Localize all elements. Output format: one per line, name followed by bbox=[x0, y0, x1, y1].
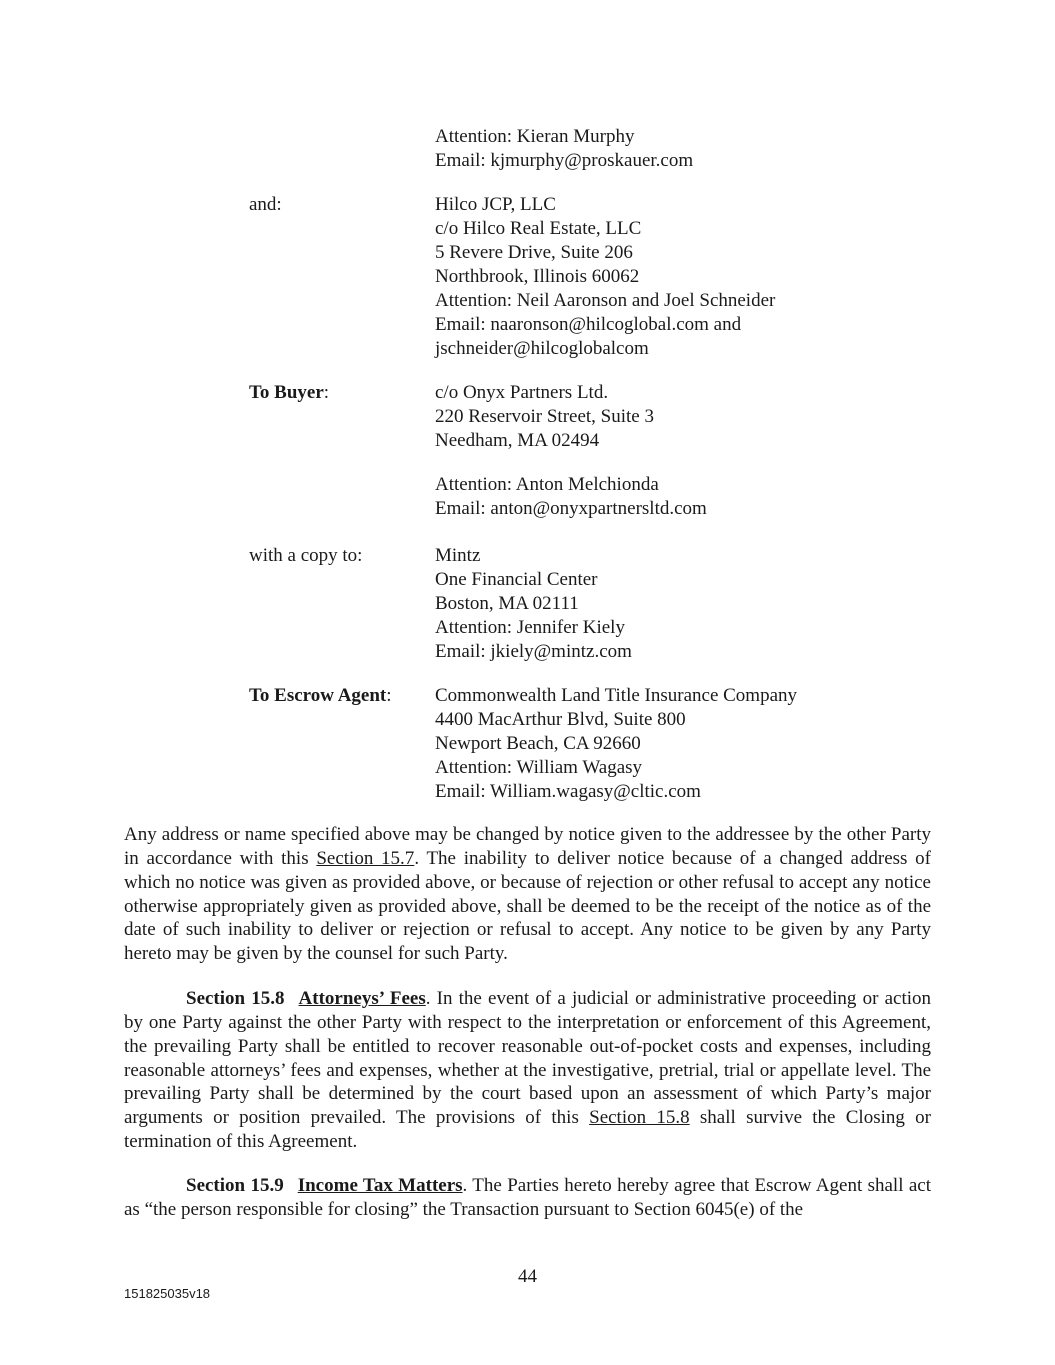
address-line: 5 Revere Drive, Suite 206 bbox=[435, 242, 633, 263]
notice-text-1: Any address or name specified above may be changed by notice given to the addressee by the other Party in accordance with this bbox=[124, 824, 931, 869]
address-line: One Financial Center bbox=[435, 569, 598, 590]
address-line: Needham, MA 02494 bbox=[435, 430, 600, 451]
buyer-label bbox=[249, 381, 329, 405]
address-line: Commonwealth Land Title Insurance Company bbox=[435, 685, 798, 706]
buyer-label-colon: : bbox=[323, 382, 330, 403]
and-label: and: bbox=[249, 194, 282, 215]
address-line: c/o Onyx Partners Ltd. bbox=[435, 382, 609, 403]
address-line: Attention: William Wagasy bbox=[435, 757, 643, 778]
address-line: 220 Reservoir Street, Suite 3 bbox=[435, 406, 654, 427]
buyer-email: Email: anton@onyxpartnersltd.com bbox=[435, 498, 707, 519]
buyer-attention: Attention: Anton Melchionda bbox=[435, 474, 659, 495]
address-line: Email: jkiely@mintz.com bbox=[435, 641, 632, 662]
address-line: Mintz bbox=[435, 545, 481, 566]
address-line: Northbrook, Illinois 60062 bbox=[435, 266, 640, 287]
section-15-9-title: Income Tax Matters bbox=[297, 1175, 463, 1196]
section-15-8-reference: Section 15.8 bbox=[589, 1107, 690, 1129]
page-number: 44 bbox=[518, 1266, 537, 1287]
section-15-8-paragraph bbox=[124, 987, 931, 1154]
section-15-7-reference: Section 15.7 bbox=[316, 847, 415, 869]
address-line: 4400 MacArthur Blvd, Suite 800 bbox=[435, 709, 686, 730]
address-line: Boston, MA 02111 bbox=[435, 593, 579, 614]
buyer-label-text: To Buyer bbox=[249, 382, 324, 403]
continuation-attention: Attention: Kieran Murphy bbox=[435, 126, 635, 147]
address-line: Attention: Jennifer Kiely bbox=[435, 617, 625, 638]
address-line: Newport Beach, CA 92660 bbox=[435, 733, 641, 754]
document-id: 151825035v18 bbox=[124, 1286, 211, 1301]
section-15-8-number: Section 15.8 bbox=[186, 988, 285, 1009]
section-15-8-title: Attorneys’ Fees bbox=[298, 988, 426, 1009]
address-line: Email: William.wagasy@cltic.com bbox=[435, 781, 701, 802]
notice-text-2: . The inability to deliver notice because of a changed address of which no notice was given as provided above, or because of rejection or other refusal to accept any notice otherwise appropriately given as provided above, shall be deemed to be the receipt of the notice as of the date of such inability to deliver or rejection or refusal to accept. Any notice to be given by any Party hereto may be given by the counsel for such Party. bbox=[124, 847, 931, 965]
escrow-label-text: To Escrow Agent bbox=[249, 685, 387, 706]
section-15-8-body: . In the event of a judicial or administrative proceeding or action by one Party against the other Party with respect to the interpretation or enforcement of this Agreement, the prevailing Party shall be entitled to recover reasonable out-of-pocket costs and expenses, including reasonable attorneys’ fees and expenses, whether at the investigative, pretrial, trial or appellate level. The prevailing Party shall be determined by the court based upon an assessment of which Party’s major arguments or position prevailed. The provisions of this bbox=[124, 988, 932, 1129]
section-15-9-paragraph bbox=[124, 1174, 931, 1222]
address-line: Hilco JCP, LLC bbox=[435, 194, 556, 215]
escrow-label-colon: : bbox=[386, 685, 392, 706]
section-15-8-body-end: shall survive the Closing or termination of this Agreement. bbox=[124, 1107, 931, 1153]
address-line: Email: naaronson@hilcoglobal.com and bbox=[435, 314, 742, 335]
notice-paragraph bbox=[124, 823, 931, 966]
continuation-email: Email: kjmurphy@proskauer.com bbox=[435, 150, 694, 171]
section-15-9-body: . The Parties hereto hereby agree that Escrow Agent shall act as “the person responsible for closing” the Transaction pursuant to Section 6045(e) of the bbox=[124, 1175, 931, 1220]
address-line: Attention: Neil Aaronson and Joel Schneider bbox=[435, 290, 776, 311]
address-line: jschneider@hilcoglobalcom bbox=[435, 338, 649, 359]
section-15-9-number: Section 15.9 bbox=[186, 1175, 284, 1196]
escrow-label bbox=[249, 684, 392, 708]
copy-label: with a copy to: bbox=[249, 545, 363, 566]
address-line: c/o Hilco Real Estate, LLC bbox=[435, 218, 642, 239]
